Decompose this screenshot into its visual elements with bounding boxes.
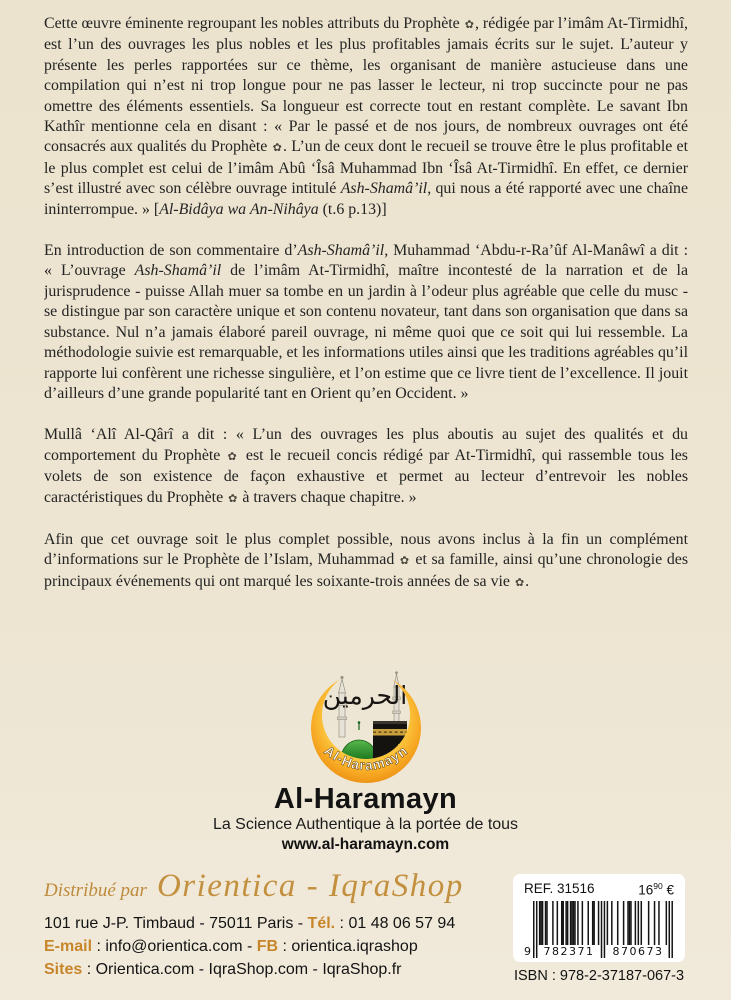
barcode	[523, 901, 675, 959]
prophet-saw-symbol: ✿	[514, 576, 525, 589]
ref-price-row	[521, 881, 677, 898]
contact-text: : info@orientica.com -	[92, 937, 257, 955]
reference-number: REF. 31516	[524, 881, 595, 896]
brand-name: Al-Haramayn	[273, 783, 458, 815]
barcode-block	[513, 874, 685, 984]
text-run: , rédigée par l’imâm At-Tirmidhî, est l’un des ouvrages les plus nobles et les plus profitables jamais écrits sur le sujet. L’auteur y présente les perles rapportées sur ce thème, les organisant de manière astucieuse dans une compilation qui n’est ni trop longue pour ne pas lasser le lecteur, ni trop succincte pour ne pas omettre des éléments essentiels. Sa longueur est correcte tout en restant complète. Le savant Ibn Kathîr mentionne cela en disant : « Par le passé et de nos jours, de nombreux ouvrages ont été consacrés aux qualités du Prophète	[44, 15, 688, 156]
back-cover-text	[44, 14, 688, 666]
text-run: En introduction de son commentaire d’	[44, 242, 298, 260]
text-run: , Muhammad ‘Abdu-r-Ra’ûf Al-Manâwî a dit : « L’ouvrage	[44, 242, 688, 280]
distributor-name: Orientica - IqraShop	[156, 868, 464, 904]
prophet-saw-symbol: ✿	[272, 142, 283, 155]
contact-label: Tél.	[307, 914, 336, 932]
text-run: .	[525, 572, 530, 590]
footer	[0, 868, 731, 1000]
publisher-logo-block	[0, 666, 731, 854]
contact-label: FB	[256, 937, 279, 955]
contact-label: E-mail	[44, 937, 93, 955]
distributor-block	[44, 868, 494, 979]
text-run: est le recueil concis rédigé par At-Tirmidhî, qui rassemble tous les volets de son existence de façon exhaustive et permet au lecteur d’entrevoir les nobles caractéristiques du Prophète	[44, 446, 688, 506]
barcode-digits-left: 782371	[543, 944, 595, 958]
brand-tagline: La Science Authentique à la portée de tous	[212, 816, 519, 833]
crescent-arc-text: Al-Haramayn	[320, 742, 411, 774]
text-run: Ash-Shamâ’il	[340, 180, 428, 198]
text-run: de l’imâm At-Tirmidhî, maître incontesté de la narration et de la jurisprudence - puisse Allah muer sa tombe en un jardin à l’odeur plus agréable que celle du musc - se distingue par son caractère unique et son contenu novateur, tant dans son organisation que dans sa substance. Nul n’a jamais élaboré pareil ouvrage, ni même quoi que ce soit qui lui ressemble. La méthodologie suivie est remarquable, et les informations utiles ainsi que les traditions agréables qu’il rapporte lui confèrent une richesse singulière, et l’on estime que ce livre tient de l’excellence. Il jouit d’ailleurs d’une grande popularité tant en Orient qu’en Occident. »	[44, 262, 688, 402]
paragraph	[44, 241, 688, 404]
contact-text: 101 rue J-P. Timbaud - 75011 Paris -	[44, 914, 308, 932]
contact-text: : orientica.iqrashop	[278, 937, 418, 955]
text-run: Ash-Shamâ’il	[297, 242, 385, 260]
barcode-box	[513, 874, 685, 962]
text-run: . L’un de ceux dont le recueil se trouve être le plus profitable et le plus complet est celui de l’imâm Abû ‘Îsâ Muhammad Ibn ‘Îsâ At-Tirmidhî. En effet, ce dernier s’est illustré avec son célèbre ouvrage intitulé	[44, 138, 688, 198]
distributor-row	[44, 868, 494, 910]
contact-line	[44, 915, 494, 934]
paragraph	[44, 14, 688, 220]
text-run: à travers chaque chapitre. »	[238, 488, 417, 506]
prophet-saw-symbol: ✿	[228, 492, 238, 505]
paragraph	[44, 425, 688, 509]
text-run: (t.6 p.13)]	[318, 200, 387, 218]
brand-website: www.al-haramayn.com	[281, 836, 450, 853]
al-haramayn-logo	[299, 666, 433, 784]
text-run: Mullâ ‘Alî Al-Qârî a dit : « L’un des ouvrages les plus aboutis au sujet des qualités et du comportement du Prophète	[44, 426, 688, 464]
text-run: Afin que cet ouvrage soit le plus complet possible, nous avons inclus à la fin un complément d’informations sur le Prophète de l’Islam, Muhammad	[44, 530, 688, 569]
barcode-digit-lead: 9	[524, 944, 531, 958]
contact-text: : 01 48 06 57 94	[335, 914, 456, 932]
isbn-number: ISBN : 978-2-37187-067-3	[513, 967, 685, 984]
contact-line	[44, 961, 494, 980]
publisher-contact-lines	[44, 915, 494, 980]
contact-label: Sites	[44, 960, 83, 978]
text-run: , qui nous a été rapporté avec une chaîne ininterrompue. » [	[44, 180, 688, 218]
text-run: et sa famille, ainsi qu’une chronologie des principaux événements qui ont marqué les soixante-trois années de sa vie	[44, 551, 688, 590]
price: $16^{90}$ €	[638, 881, 674, 898]
paragraph	[44, 530, 688, 593]
text-run: Al-Bidâya wa An-Nihâya	[159, 200, 319, 218]
barcode-digits-right: 870673	[612, 944, 664, 958]
text-run: Cette œuvre éminente regroupant les nobles attributs du Prophète	[44, 15, 464, 32]
contact-line	[44, 938, 494, 957]
prophet-saw-symbol: ✿	[399, 555, 410, 568]
prophet-saw-symbol: ✿	[227, 450, 239, 463]
distributed-by-label: Distribué par	[44, 880, 147, 901]
contact-text: : Orientica.com - IqraShop.com - IqraShop.fr	[82, 960, 402, 978]
prophet-saw-symbol: ✿	[464, 19, 474, 31]
text-run: Ash-Shamâ’il	[134, 262, 222, 280]
